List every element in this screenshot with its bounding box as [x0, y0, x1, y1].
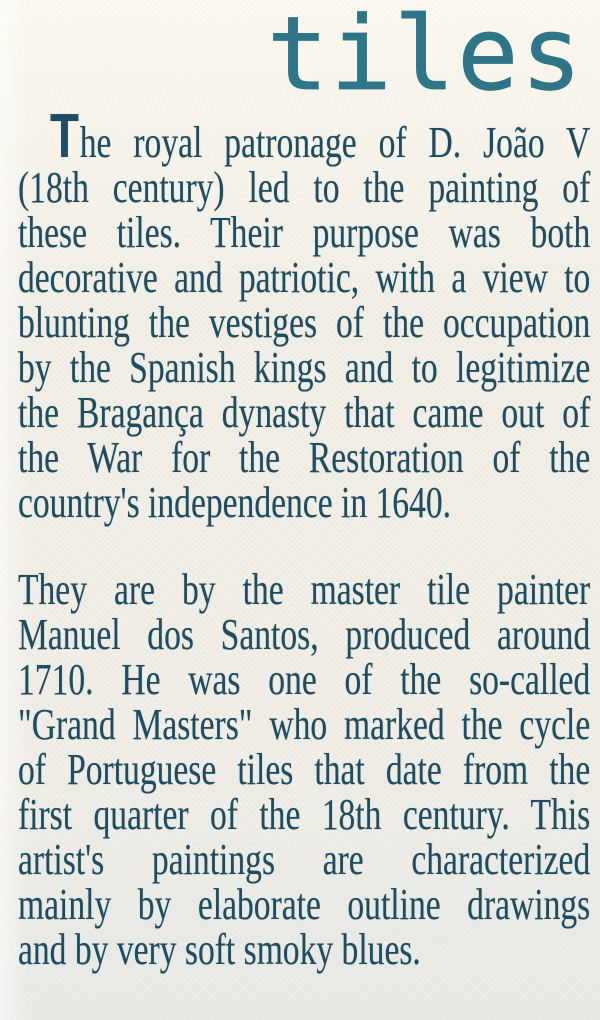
- text-line: Manuel dos Santos, produced around: [18, 610, 591, 659]
- sign-body: [18, 102, 600, 974]
- text-line: by the Spanish kings and to legitimize: [18, 343, 591, 392]
- text-line: decorative and patriotic, with a view to: [18, 253, 591, 302]
- text-line: country's independence in 1640.: [18, 478, 452, 527]
- text-line: of Portuguese tiles that date from the: [18, 745, 591, 794]
- text-line: blunting the vestiges of the occupation: [18, 298, 591, 347]
- text-line: the Bragança dynasty that came out of: [18, 388, 591, 437]
- text-line: these tiles. Their purpose was both: [18, 208, 591, 257]
- text-line: They are by the master tile painter: [18, 565, 591, 614]
- text-line: mainly by elaborate outline drawings: [18, 880, 591, 929]
- second-paragraph: [18, 567, 590, 972]
- sign-title: tiles: [266, 0, 584, 114]
- text-line: [18, 102, 591, 171]
- text-line: 1710. He was one of the so-called: [18, 655, 591, 704]
- text-line: artist's paintings are characterized: [18, 835, 591, 884]
- drop-cap: T: [50, 102, 79, 171]
- text-line: (18th century) led to the painting of: [18, 163, 591, 212]
- text-line: first quarter of the 18th century. This: [18, 790, 591, 839]
- text-line-content: he royal patronage of D. João V: [79, 118, 591, 167]
- text-line: the War for the Restoration of the: [18, 433, 591, 482]
- text-line: and by very soft smoky blues.: [18, 925, 421, 974]
- intro-paragraph: [18, 102, 591, 527]
- text-line: "Grand Masters" who marked the cycle: [18, 700, 591, 749]
